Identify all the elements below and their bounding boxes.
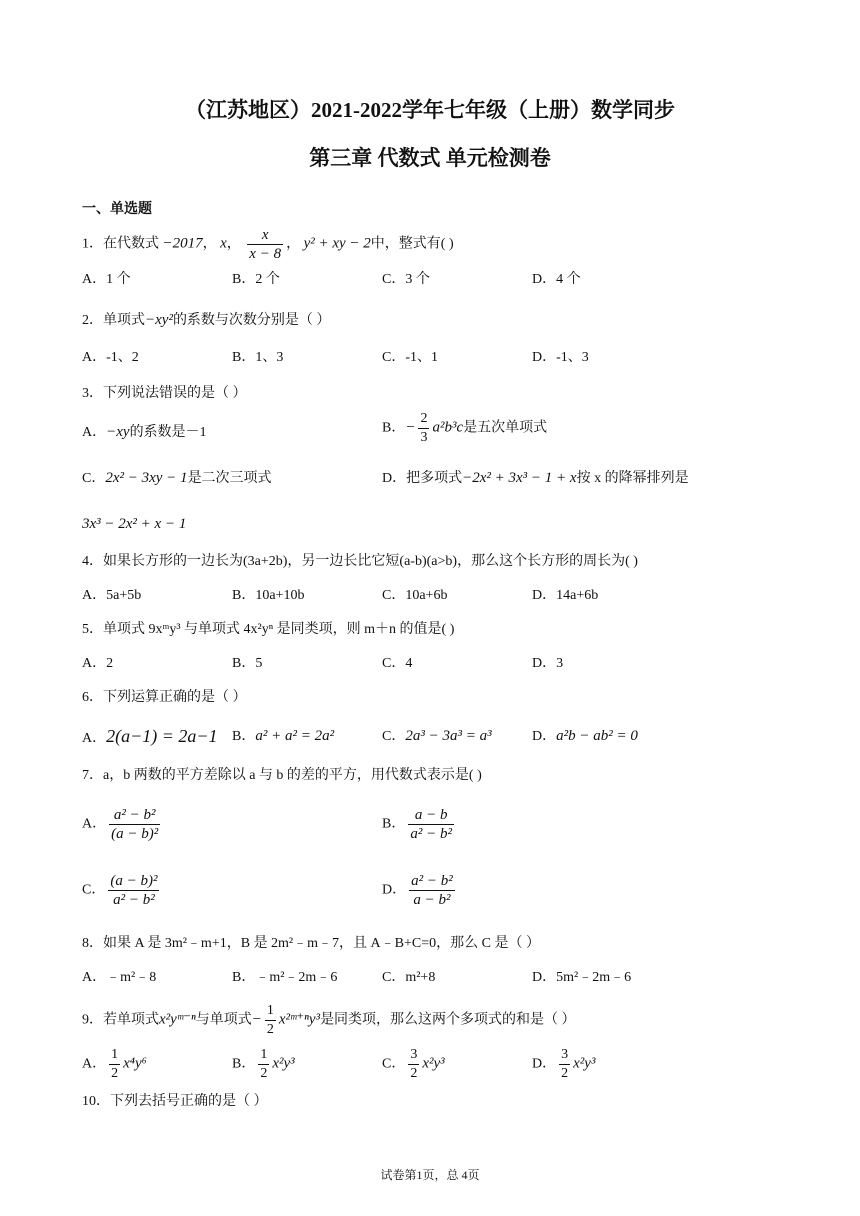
- fraction-denominator: 2: [561, 1066, 569, 1081]
- fraction-denominator: a² − b²: [113, 892, 155, 908]
- fraction-numerator: a − b: [408, 806, 454, 825]
- math-expr: a² + a² = 2a²: [255, 728, 335, 744]
- q-number: 9．: [82, 1012, 103, 1028]
- q-text: 下列说法错误的是（ ）: [103, 386, 247, 401]
- q-number: 10．: [82, 1094, 110, 1109]
- math-expr: x²y³: [272, 1055, 295, 1072]
- q-text: 的系数与次数分别是（ ）: [172, 313, 331, 328]
- option-text: 按 x 的降幂排列是: [576, 471, 689, 486]
- math-expr: −xy: [106, 424, 130, 440]
- option-label: C．: [82, 471, 106, 486]
- q7-option-d[interactable]: [382, 872, 458, 909]
- question-9: [82, 1002, 576, 1039]
- fraction: [409, 872, 455, 909]
- q-text: 与单项式: [195, 1012, 252, 1028]
- q4-option-c[interactable]: C．10a+6b: [382, 588, 448, 603]
- minus-sign: −: [251, 1011, 262, 1028]
- option-label: C．: [382, 729, 406, 744]
- fraction-numerator: 1: [265, 1002, 276, 1021]
- option-label: B．: [382, 420, 406, 436]
- math-expr: x: [220, 235, 227, 252]
- q9-option-d[interactable]: [532, 1046, 595, 1083]
- fraction: [408, 1046, 419, 1083]
- math-expr: 2(a−1) = 2a−1: [106, 726, 218, 746]
- minus-sign: −: [405, 419, 416, 436]
- q6-option-d[interactable]: [532, 726, 638, 747]
- q1-option-c[interactable]: C．3 个: [382, 272, 430, 287]
- q4-option-b[interactable]: B．10a+10b: [232, 588, 305, 603]
- q9-option-b[interactable]: [232, 1046, 295, 1083]
- math-expr: a²b³c: [432, 419, 464, 436]
- q8-option-a[interactable]: A．﹣m²﹣8: [82, 970, 157, 985]
- math-expr: x⁴y⁶: [123, 1055, 147, 1072]
- sep: ，: [226, 236, 241, 252]
- q2-option-b[interactable]: B．1、3: [232, 350, 284, 365]
- fraction: [108, 872, 159, 909]
- q4-option-d[interactable]: D．14a+6b: [532, 588, 599, 603]
- fraction-numerator: (a − b)²: [110, 873, 158, 889]
- sep: ，: [202, 236, 217, 252]
- q5-option-b[interactable]: B．5: [232, 656, 263, 671]
- fraction-denominator: x − 8: [249, 246, 282, 262]
- option-label: D．把多项式: [382, 471, 463, 486]
- q-number: 1．: [82, 236, 103, 252]
- q3-option-c[interactable]: [82, 468, 272, 489]
- option-label: A．: [82, 425, 107, 440]
- q8-option-b[interactable]: B．﹣m²﹣2m﹣6: [232, 970, 338, 985]
- math-expr: x²y³: [422, 1055, 445, 1072]
- q-text: 在代数式: [103, 236, 159, 252]
- math-expr: 2a³ − 3a³ = a³: [405, 728, 492, 744]
- option-label: D．: [532, 729, 557, 744]
- q5-option-a[interactable]: A．2: [82, 656, 114, 671]
- fraction-denominator: 2: [410, 1066, 418, 1081]
- q8-option-c[interactable]: C．m²+8: [382, 970, 436, 985]
- q-number: 2．: [82, 313, 103, 328]
- fraction: [408, 806, 454, 843]
- q-text: 下列运算正确的是（ ）: [103, 690, 247, 705]
- option-label: A．: [82, 1056, 107, 1072]
- option-text: 是二次三项式: [187, 471, 272, 486]
- q1-option-a[interactable]: A．1 个: [82, 272, 131, 287]
- math-expr: x²yᵐ⁻ⁿ: [159, 1011, 196, 1028]
- fraction: [258, 1046, 269, 1083]
- question-6: [82, 688, 247, 708]
- fraction: [265, 1002, 276, 1039]
- q8-option-d[interactable]: D．5m²﹣2m﹣6: [532, 970, 632, 985]
- q-text: a，b 两数的平方差除以 a 与 b 的差的平方，用代数式表示是( ): [103, 768, 482, 783]
- math-expr: 2x² − 3xy − 1: [105, 470, 188, 486]
- sep: ，: [286, 236, 301, 252]
- q2-option-d[interactable]: D．-1、3: [532, 350, 589, 365]
- option-label: A．: [82, 731, 107, 746]
- fraction-denominator: 2: [266, 1022, 274, 1037]
- math-expr: −2x² + 3x³ − 1 + x: [462, 470, 577, 486]
- fraction-denominator: a² − b²: [410, 826, 452, 842]
- q1-option-b[interactable]: B．2 个: [232, 272, 280, 287]
- option-label: C．: [82, 882, 106, 898]
- fraction: [418, 410, 429, 447]
- fraction-numerator: 3: [408, 1046, 419, 1065]
- question-8: [82, 934, 540, 954]
- section-heading: 一、单选题: [82, 202, 152, 217]
- option-label: C．: [382, 1056, 406, 1072]
- option-label: B．: [232, 1056, 256, 1072]
- q6-option-a[interactable]: [82, 726, 218, 749]
- question-7: [82, 766, 482, 786]
- q-text: 是同类项，那么这两个多项式的和是（ ）: [320, 1012, 576, 1028]
- q6-option-c[interactable]: [382, 726, 492, 747]
- question-3: [82, 384, 247, 404]
- q3-option-b[interactable]: [382, 410, 547, 447]
- math-expr: x²y³: [573, 1055, 596, 1072]
- q7-option-b[interactable]: [382, 806, 457, 843]
- q7-option-a[interactable]: [82, 806, 163, 843]
- math-expr: −xy²: [145, 312, 173, 328]
- exam-title: （江苏地区）2021-2022学年七年级（上册）数学同步: [185, 98, 675, 122]
- fraction: [559, 1046, 570, 1083]
- option-text: 是五次单项式: [463, 420, 548, 436]
- fraction-numerator: x: [247, 226, 283, 245]
- math-expr: −2017: [162, 235, 203, 252]
- q4-option-a[interactable]: A．5a+5b: [82, 588, 142, 603]
- q9-option-c[interactable]: [382, 1046, 445, 1083]
- q-text: 如果长方形的一边长为(3a+2b)，另一边长比它短(a-b)(a>b)，那么这个长方形的周长为( ): [103, 554, 638, 569]
- fraction-denominator: 3: [420, 430, 428, 445]
- math-expr: y² + xy − 2: [303, 235, 371, 252]
- q-number: 7．: [82, 768, 103, 783]
- option-label: B．: [232, 729, 256, 744]
- question-4: [82, 552, 638, 572]
- fraction-denominator: (a − b)²: [111, 826, 159, 842]
- q-number: 4．: [82, 554, 103, 569]
- option-label: A．: [82, 816, 107, 832]
- q-number: 3．: [82, 386, 103, 401]
- q3-option-d-continuation: 3x³ − 2x² + x − 1: [82, 516, 187, 532]
- q6-option-b[interactable]: [232, 726, 334, 747]
- fraction: [109, 806, 160, 843]
- fraction-denominator: 2: [260, 1066, 268, 1081]
- q9-option-a[interactable]: [82, 1046, 147, 1083]
- fraction: [109, 1046, 120, 1083]
- question-5: [82, 620, 454, 640]
- q-text: 单项式: [103, 313, 145, 328]
- fraction-numerator: a² − b²: [411, 873, 453, 889]
- option-label: D．: [532, 1056, 557, 1072]
- q-text: 下列去括号正确的是（ ）: [110, 1094, 268, 1109]
- option-text: 的系数是－1: [129, 425, 207, 440]
- q5-option-d[interactable]: D．3: [532, 656, 564, 671]
- q-text: 如果 A 是 3m²﹣m+1，B 是 2m²﹣m﹣7，且 A﹣B+C=0，那么 C 是（ ）: [103, 936, 540, 951]
- q2-option-c[interactable]: C．-1、1: [382, 350, 438, 365]
- math-expr: a²b − ab² = 0: [556, 728, 638, 744]
- page-footer: 试卷第1页，总 4页: [380, 1168, 480, 1182]
- fraction-numerator: a² − b²: [109, 806, 160, 825]
- exam-subtitle: 第三章 代数式 单元检测卷: [309, 146, 551, 170]
- fraction-denominator: 2: [111, 1066, 119, 1081]
- q2-option-a[interactable]: A．-1、2: [82, 350, 139, 365]
- fraction-denominator: a − b²: [413, 892, 451, 908]
- q7-option-c[interactable]: [82, 872, 162, 909]
- fraction: [247, 226, 283, 263]
- fraction-numerator: 3: [559, 1046, 570, 1065]
- q-number: 5．: [82, 622, 103, 637]
- question-2: [82, 310, 330, 331]
- q-number: 8．: [82, 936, 103, 951]
- q3-option-a[interactable]: [82, 422, 207, 443]
- option-label: B．: [382, 816, 406, 832]
- math-expr: x²ᵐ⁺ⁿy³: [278, 1011, 321, 1028]
- question-1: [82, 226, 454, 263]
- q-text: 中，整式有( ): [370, 236, 454, 252]
- q1-option-d[interactable]: D．4 个: [532, 272, 581, 287]
- question-10: [82, 1092, 268, 1112]
- fraction-numerator: 2: [418, 410, 429, 429]
- q5-option-c[interactable]: C．4: [382, 656, 413, 671]
- fraction-numerator: 1: [109, 1046, 120, 1065]
- q-text: 若单项式: [103, 1012, 159, 1028]
- fraction-numerator: 1: [258, 1046, 269, 1065]
- option-label: D．: [382, 882, 407, 898]
- q-number: 6．: [82, 690, 103, 705]
- q-text: 单项式 9xᵐy³ 与单项式 4x²yⁿ 是同类项，则 m＋n 的值是( ): [103, 622, 455, 637]
- q3-option-d[interactable]: [382, 468, 689, 489]
